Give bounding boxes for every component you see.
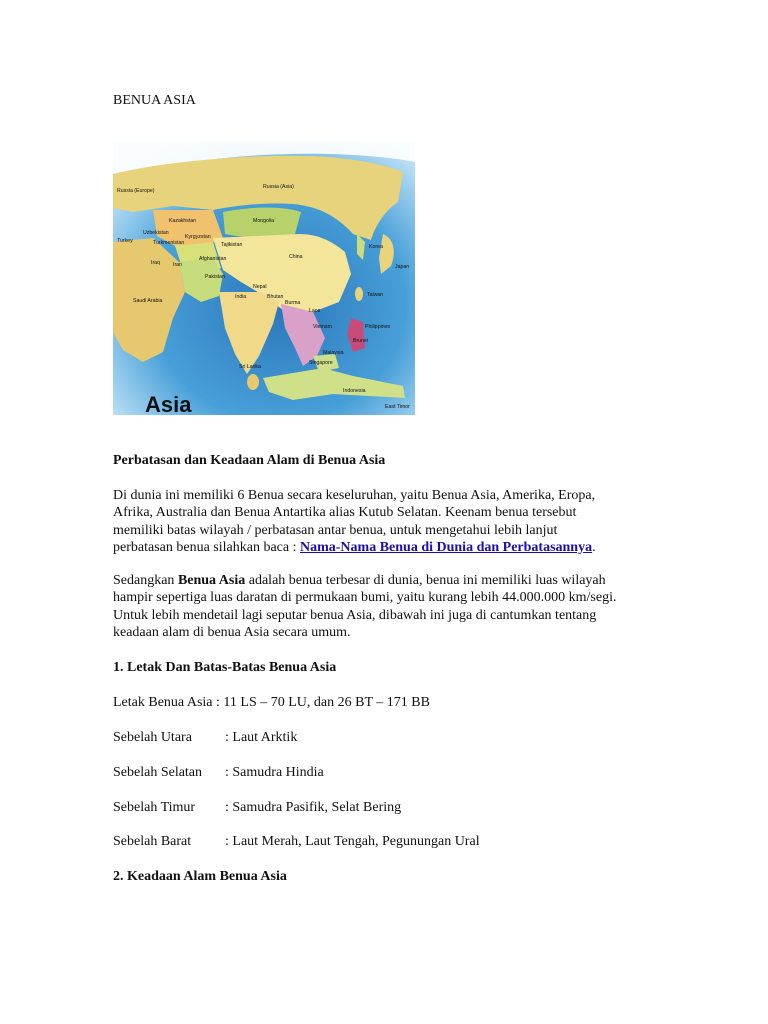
border-key: Sebelah Selatan (113, 765, 203, 780)
paragraph-intro (113, 487, 596, 557)
label-sri-lanka: Sri Lanka (239, 364, 261, 370)
label-tajikistan: Tajikistan (221, 242, 243, 248)
label-iraq: Iraq (151, 260, 160, 266)
map-caption: Asia (145, 392, 192, 415)
paragraph-asia-line-3: Untuk lebih mendetail lagi seputar benua Asia, dibawah ini juga di cantumkan tentang (113, 607, 597, 623)
border-row-west (113, 833, 480, 850)
border-value: : Laut Merah, Laut Tengah, Pegunungan Ural (225, 834, 480, 849)
heading-keadaan: 2. Keadaan Alam Benua Asia (113, 869, 287, 884)
label-taiwan: Taiwan (367, 292, 384, 298)
paragraph-asia-line-4: keadaan alam di benua Asia secara umum. (113, 625, 351, 641)
border-row-south (113, 764, 324, 781)
label-india: India (235, 294, 247, 300)
label-turkey: Turkey (117, 238, 133, 244)
paragraph-asia-prefix: Sedangkan (113, 573, 178, 588)
paragraph-asia (113, 572, 617, 642)
label-japan: Japan (395, 264, 410, 270)
paragraph-asia-suffix: adalah benua terbesar di dunia, benua ini memiliki luas wilayah (245, 573, 606, 588)
label-china: China (289, 254, 303, 260)
border-key: Sebelah Utara (113, 730, 192, 745)
paragraph-asia-line-1 (113, 572, 617, 589)
label-indonesia: Indonesia (343, 388, 366, 394)
border-key: Sebelah Barat (113, 834, 192, 849)
letak-text: Letak Benua Asia : 11 LS – 70 LU, dan 26 BT – 171 BB (113, 695, 430, 710)
label-mongolia: Mongolia (253, 218, 275, 224)
label-laos: Laos (309, 308, 321, 314)
label-brunei: Brunei (353, 338, 368, 344)
label-vietnam: Vietnam (313, 324, 332, 330)
label-russia-asia: Russia (Asia) (263, 184, 294, 190)
paragraph-asia-bold: Benua Asia (177, 573, 246, 588)
asia-map-image (113, 142, 415, 415)
paragraph-asia-line-2: hampir sepertiga luas daratan di permukaan bumi, yaitu kurang lebih 44.000.000 km/segi. (113, 590, 617, 606)
label-east-timor: East Timor (385, 404, 410, 410)
label-iran: Iran (173, 262, 182, 268)
label-saudi-arabia: Saudi Arabia (133, 298, 163, 304)
label-turkmenistan: Turkmenistan (153, 240, 185, 246)
benua-link[interactable]: Nama-Nama Benua di Dunia dan Perbatasannya (299, 540, 593, 556)
label-kyrgyzstan: Kyrgyzstan (185, 234, 211, 240)
label-burma: Burma (285, 300, 301, 306)
label-malaysia: Malaysia (323, 350, 344, 356)
border-value: : Samudra Hindia (225, 765, 324, 780)
label-bhutan: Bhutan (267, 294, 284, 300)
label-afghanistan: Afghanistan (199, 256, 227, 262)
label-korea: Korea (369, 244, 383, 250)
paragraph-intro-prefix: perbatasan benua silahkan baca : (113, 540, 300, 556)
label-singapore: Singapore (309, 360, 333, 366)
label-nepal: Nepal (253, 284, 267, 290)
label-philippines: Philippines (365, 324, 391, 330)
border-value: : Laut Arktik (225, 730, 298, 745)
heading-letak: 1. Letak Dan Batas-Batas Benua Asia (113, 660, 337, 675)
paragraph-intro-line-4 (113, 539, 596, 556)
paragraph-intro-line-2: Afrika, Australia dan Benua Antartika alias Kutub Selatan. Keenam benua tersebut (113, 505, 577, 521)
label-kazakhstan: Kazakhstan (169, 218, 197, 224)
border-row-east (113, 799, 401, 816)
section-heading: Perbatasan dan Keadaan Alam di Benua Asia (113, 453, 386, 468)
label-uzbekistan: Uzbekistan (143, 230, 169, 236)
border-value: : Samudra Pasifik, Selat Bering (225, 800, 402, 815)
border-key: Sebelah Timur (113, 800, 196, 815)
border-row-north (113, 729, 297, 746)
paragraph-intro-suffix: . (592, 540, 596, 556)
asia-map-svg (113, 142, 415, 415)
label-pakistan: Pakistan (205, 274, 225, 280)
paragraph-intro-line-1: Di dunia ini memiliki 6 Benua secara keseluruhan, yaitu Benua Asia, Amerika, Eropa, (113, 488, 596, 503)
label-russia-europe: Russia (Europe) (117, 188, 155, 194)
document-title: BENUA ASIA (113, 93, 196, 108)
paragraph-intro-line-3: memiliki batas wilayah / perbatasan antar benua, untuk mengetahui lebih lanjut (113, 522, 558, 538)
